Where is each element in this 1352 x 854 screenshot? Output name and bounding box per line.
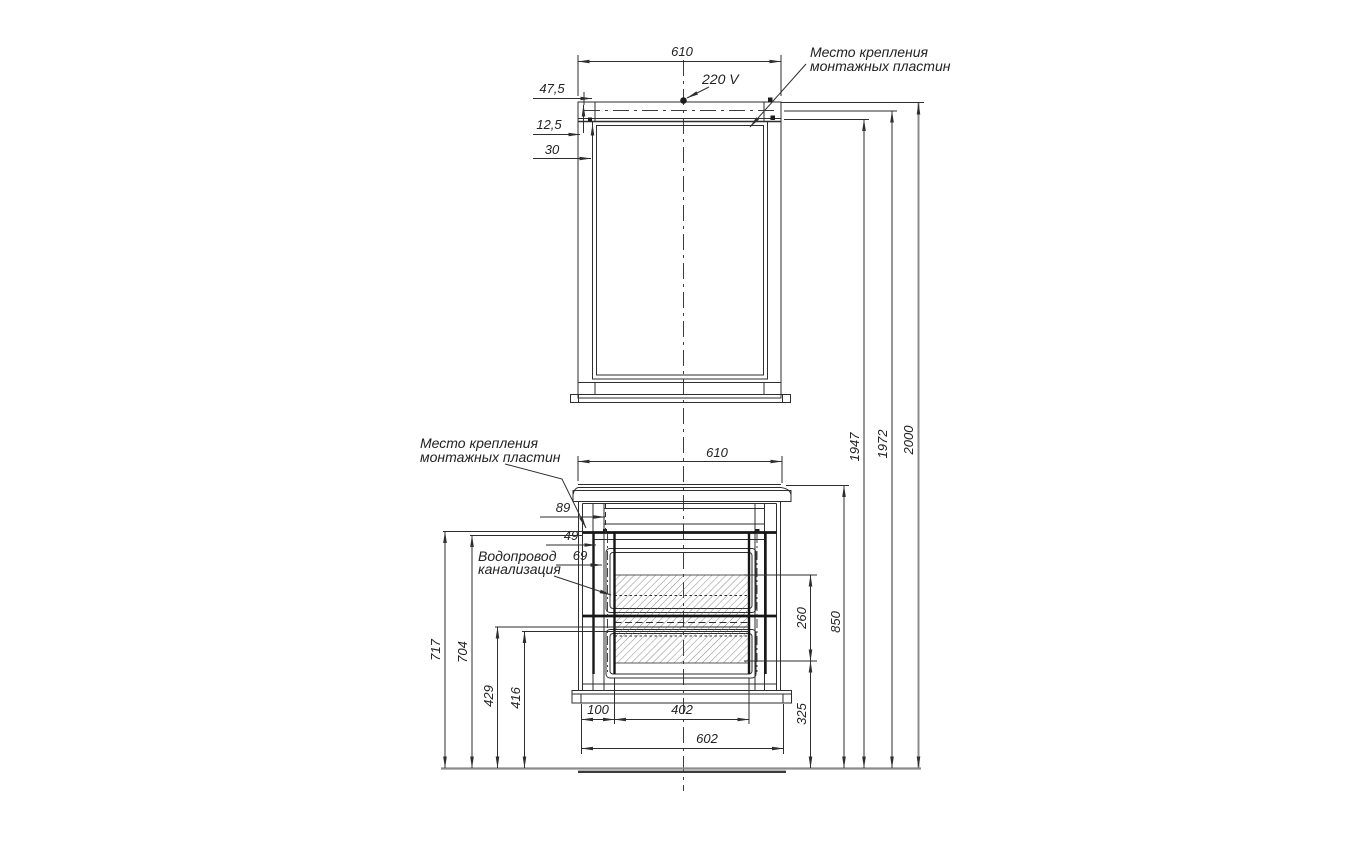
dim-30-value: 30 <box>544 142 560 157</box>
dim-2000-value: 2000 <box>901 425 916 455</box>
plumbing-line2: канализация <box>478 561 561 577</box>
dim-service-bottom-325 <box>794 661 811 768</box>
dim-service-width-402 <box>615 678 750 724</box>
dim-cabinet-width <box>578 445 782 483</box>
dim-mirror-width <box>578 44 781 96</box>
dim-cabinet-width-value: 610 <box>706 445 728 460</box>
power-supply-label <box>687 71 740 98</box>
dim-47-5-value: 47,5 <box>539 81 565 96</box>
mounting-plate-marker <box>588 118 592 122</box>
dim-height-1947 <box>784 120 869 769</box>
cabinet-mounting-plates-line2: монтажных пластин <box>420 449 561 465</box>
dim-12-5-value: 12,5 <box>536 117 562 132</box>
dim-mirror-mount-offset <box>533 81 592 105</box>
mounting-plate-marker <box>768 98 773 103</box>
cabinet-mounting-plates-line1: Место крепления <box>420 435 539 451</box>
dim-402-value: 402 <box>671 702 693 717</box>
dim-mirror-width-value: 610 <box>671 44 693 59</box>
dim-89-value: 89 <box>555 500 571 515</box>
dim-416-value: 416 <box>508 687 523 709</box>
annotations-layer <box>420 44 951 595</box>
dim-850-value: 850 <box>828 611 843 633</box>
dim-325-value: 325 <box>794 703 809 725</box>
dim-height-1972 <box>784 111 897 768</box>
dim-base-inset-100 <box>582 678 615 754</box>
mounting-plate-marker <box>771 116 776 121</box>
dim-602-value: 602 <box>696 731 718 746</box>
dim-1972-value: 1972 <box>875 429 890 459</box>
cabinet-mounting-leader-line <box>505 464 586 528</box>
mirror-mounting-plates-line2: монтажных пластин <box>810 58 951 74</box>
dim-69-value: 69 <box>572 548 588 563</box>
mirror-mounting-plates-label <box>750 44 951 127</box>
dim-704-value: 704 <box>455 641 470 663</box>
power-leader-line <box>687 87 709 98</box>
plumbing-service-zone <box>615 575 750 663</box>
mirror-mounting-plates-line1: Место крепления <box>810 44 929 60</box>
dim-1947-value: 1947 <box>847 432 862 462</box>
dim-49-value: 49 <box>563 528 579 543</box>
power-supply-text: 220 V <box>702 71 739 87</box>
plumbing-line1: Водопровод <box>478 548 557 564</box>
dim-offset-69 <box>556 548 602 565</box>
dim-260-value: 260 <box>794 607 809 629</box>
mounting-plate-marker <box>756 529 760 533</box>
dim-100-value: 100 <box>587 702 609 717</box>
plumbing-label <box>478 548 611 595</box>
floor-baseline <box>441 769 921 772</box>
mirror-mounting-leader-line <box>750 64 806 127</box>
dim-offset-49 <box>546 528 596 545</box>
dim-717-value: 717 <box>428 639 443 661</box>
dim-mirror-offset-12-5 <box>533 105 584 135</box>
power-connection-point <box>680 97 687 104</box>
mirror-front-view <box>571 97 791 402</box>
dim-429-value: 429 <box>481 685 496 707</box>
